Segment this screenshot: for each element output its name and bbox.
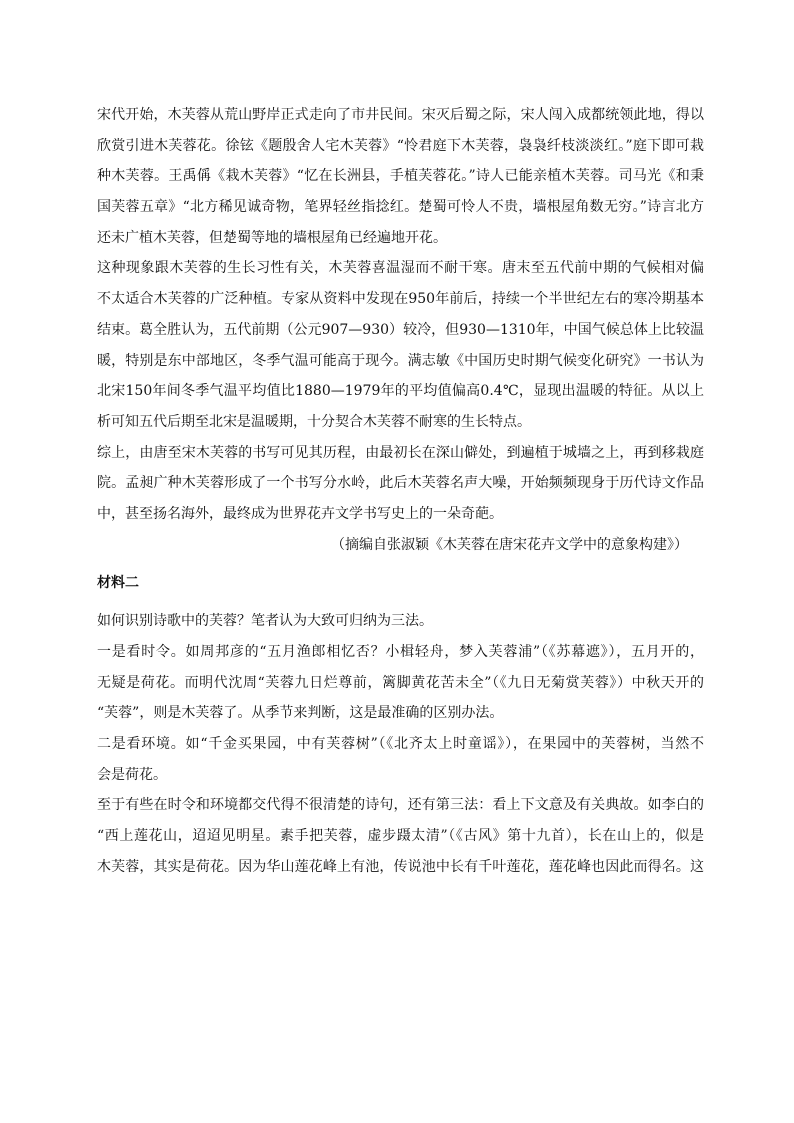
text-line: 一是看时令。如周邦彦的“五月渔郎相忆否？小楫轻舟，梦入芙蓉浦”（《苏幕遮》），五月开的， <box>97 644 704 660</box>
text-line: 欣赏引进木芙蓉花。徐铉《题殷舍人宅木芙蓉》“怜君庭下木芙蓉，袅袅纤枝淡淡红。”庭下即可栽 <box>97 137 704 154</box>
material2-paragraph-3 <box>97 733 704 794</box>
text-line: 至于有些在时令和环境都交代得不很清楚的诗句，还有第三法：看上下文意及有关典故。如李白的 <box>97 797 704 814</box>
section-heading-material2: 材料二 <box>97 575 139 592</box>
text-line: 结束。葛全胜认为，五代前期（公元907—930）较冷，但930—1310年，中国气候总体上比较温 <box>97 321 704 338</box>
text-line: 二是看环境。如“千金买果园，中有芙蓉树”（《北齐太上时童谣》），在果园中的芙蓉树，当然不 <box>97 736 704 753</box>
text-line: 这种现象跟木芙蓉的生长习性有关，木芙蓉喜温湿而不耐干寒。唐末至五代前中期的气候相对偏 <box>97 260 704 277</box>
text-line: 还未广植木芙蓉，但楚蜀等地的墙根屋角已经遍地开花。 <box>97 229 447 246</box>
text-line: 综上，由唐至宋木芙蓉的书写可见其历程，由最初长在深山僻处，到遍植于城墙之上，再到移栽庭 <box>97 444 704 461</box>
text-line: 国芙蓉五章》“北方稀见诚奇物，笔界轻丝指捻红。楚蜀可怜人不贵，墙根屋角数无穷。”诗言北方 <box>97 199 704 216</box>
text-line: 院。孟昶广种木芙蓉形成了一个书写分水岭，此后木芙蓉名声大噪，开始频频现身于历代诗文作品 <box>97 475 704 492</box>
text-line: 北宋150年间冬季气温平均值比1880—1979年的平均值偏高0.4℃，显现出温暖的特征。从以上 <box>97 383 704 400</box>
text-line: 中，甚至扬名海外，最终成为世界花卉文学书写史上的一朵奇葩。 <box>97 505 503 522</box>
material2-paragraph-2 <box>97 641 704 733</box>
text-line: 如何识别诗歌中的芙蓉？笔者认为大致可归纳为三法。 <box>97 613 433 630</box>
text-line: 会是荷花。 <box>97 766 167 783</box>
text-line: 宋代开始，木芙蓉从荒山野岸正式走向了市井民间。宋灭后蜀之际，宋人闯入成都统领此地，得以 <box>97 107 704 123</box>
text-line: 不太适合木芙蓉的广泛种植。专家从资料中发现在950年前后，持续一个半世纪左右的寒冷期基本 <box>97 291 704 308</box>
text-line: “西上莲花山，迢迢见明星。素手把芙蓉，虚步蹑太清”（《古风》第十九首），长在山上的，似是 <box>97 828 704 845</box>
text-line: 析可知五代后期至北宋是温暖期，十分契合木芙蓉不耐寒的生长特点。 <box>97 413 531 430</box>
text-line: 暖，特别是东中部地区，冬季气温可能高于现今。满志敏《中国历史时期气候变化研究》一书认为 <box>97 352 704 369</box>
citation: （摘编自张淑颖《木芙蓉在唐宋花卉文学中的意象构建》） <box>331 536 688 553</box>
material1-paragraph-2 <box>97 257 704 441</box>
material2-paragraph-4 <box>97 794 704 877</box>
text-line: 木芙蓉，其实是荷花。因为华山莲花峰上有池，传说池中长有千叶莲花，莲花峰也因此而得名。这 <box>97 858 704 875</box>
text-line: “芙蓉”，则是木芙蓉了。从季节来判断，这是最准确的区别办法。 <box>97 705 504 722</box>
material2-paragraph-1 <box>97 610 704 641</box>
document-page <box>97 104 704 887</box>
text-line: 无疑是荷花。而明代沈周“芙蓉九日烂尊前，篱脚黄花苦未全”（《九日无菊赏芙蓉》）中秋天开的 <box>97 674 704 691</box>
material1-paragraph-1 <box>97 104 704 257</box>
material1-paragraph-3 <box>97 442 704 534</box>
text-line: 种木芙蓉。王禹偁《栽木芙蓉》“忆在长洲县，手植芙蓉花。”诗人已能亲植木芙蓉。司马光《和秉 <box>97 168 704 185</box>
